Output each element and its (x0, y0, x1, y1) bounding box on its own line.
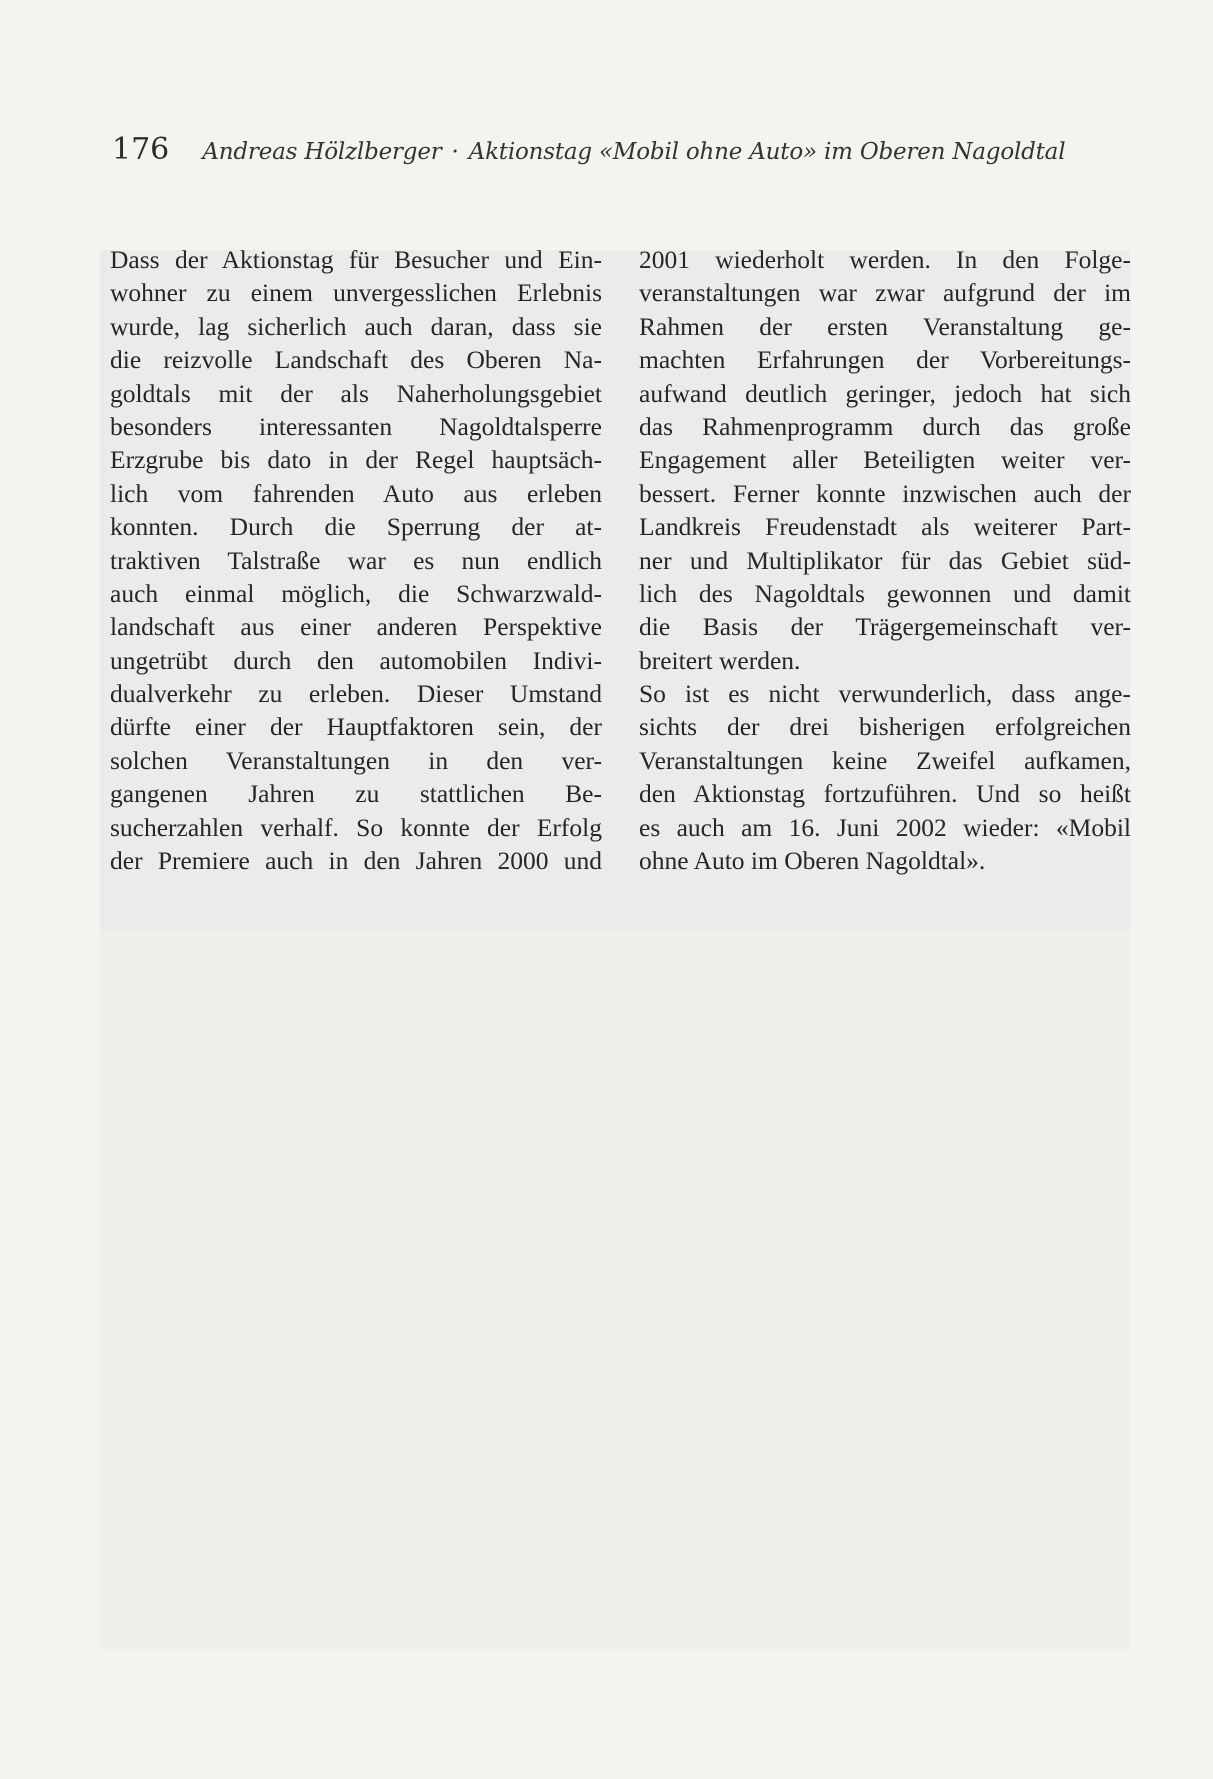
text-line: bessert. Ferner konnte inzwischen auch der (639, 478, 1131, 508)
text-line: Landkreis Freudenstadt als weiterer Part- (639, 512, 1131, 542)
right-column (639, 243, 1131, 877)
text-line: ohne Auto im Oberen Nagoldtal». (639, 846, 986, 876)
text-line: lich des Nagoldtals gewonnen und damit (639, 578, 1131, 608)
text-line: sichts der drei bisherigen erfolgreichen (639, 712, 1131, 742)
text-line: goldtals mit der als Naherholungsgebiet (110, 378, 602, 408)
running-header (112, 132, 1112, 176)
header-author: Andreas Hölzlberger (202, 139, 442, 165)
text-line: Engagement aller Beteiligten weiter ver- (639, 445, 1131, 475)
text-line: Veranstaltungen keine Zweifel aufkamen, (639, 745, 1131, 775)
text-line: wurde, lag sicherlich auch daran, dass sie (110, 311, 602, 341)
header-title: Aktionstag «Mobil ohne Auto» im Oberen Nagoldtal (468, 139, 1066, 165)
running-head-text (202, 139, 1065, 165)
text-line: solchen Veranstaltungen in den ver- (110, 745, 602, 775)
text-line: die Basis der Trägergemeinschaft ver- (639, 612, 1131, 642)
text-line: machten Erfahrungen der Vorbereitungs- (639, 345, 1131, 375)
text-line: ungetrübt durch den automobilen Indivi- (110, 645, 602, 675)
text-line: dualverkehr zu erleben. Dieser Umstand (110, 679, 602, 709)
left-column (110, 243, 602, 877)
text-line: lich vom fahrenden Auto aus erleben (110, 478, 602, 508)
text-line: ner und Multiplikator für das Gebiet süd- (639, 545, 1131, 575)
text-line: Dass der Aktionstag für Besucher und Ein- (110, 245, 602, 274)
text-line: breitert werden. (639, 645, 801, 675)
text-line: landschaft aus einer anderen Perspektive (110, 612, 602, 642)
text-line: gangenen Jahren zu stattlichen Be- (110, 779, 602, 809)
text-line: die reizvolle Landschaft des Oberen Na- (110, 345, 602, 375)
text-line: traktiven Talstraße war es nun endlich (110, 545, 602, 575)
text-line: besonders interessanten Nagoldtalsperre (110, 411, 602, 441)
text-line: es auch am 16. Juni 2002 wieder: «Mobil (639, 812, 1131, 842)
text-line: dürfte einer der Hauptfaktoren sein, der (110, 712, 602, 742)
page-number: 176 (112, 132, 170, 167)
text-line: der Premiere auch in den Jahren 2000 und (110, 846, 602, 876)
header-separator: · (451, 139, 459, 165)
text-line: sucherzahlen verhalf. So konnte der Erfolg (110, 812, 602, 842)
text-line: So ist es nicht verwunderlich, dass ange- (639, 679, 1131, 709)
text-line: 2001 wiederholt werden. In den Folge- (639, 245, 1131, 274)
text-line: konnten. Durch die Sperrung der at- (110, 512, 602, 542)
text-line: das Rahmenprogramm durch das große (639, 411, 1131, 441)
right-paragraph-1 (639, 243, 1131, 677)
text-line: den Aktionstag fortzuführen. Und so heißt (639, 779, 1131, 809)
text-line: wohner zu einem unvergesslichen Erlebnis (110, 278, 602, 308)
text-line: Erzgrube bis dato in der Regel hauptsäch- (110, 445, 602, 475)
left-paragraph (110, 243, 602, 877)
text-line: Rahmen der ersten Veranstaltung ge- (639, 311, 1131, 341)
text-line: veranstaltungen war zwar aufgrund der im (639, 278, 1131, 308)
text-line: aufwand deutlich geringer, jedoch hat sich (639, 378, 1131, 408)
text-line: auch einmal möglich, die Schwarzwald- (110, 578, 602, 608)
right-paragraph-2 (639, 677, 1131, 877)
